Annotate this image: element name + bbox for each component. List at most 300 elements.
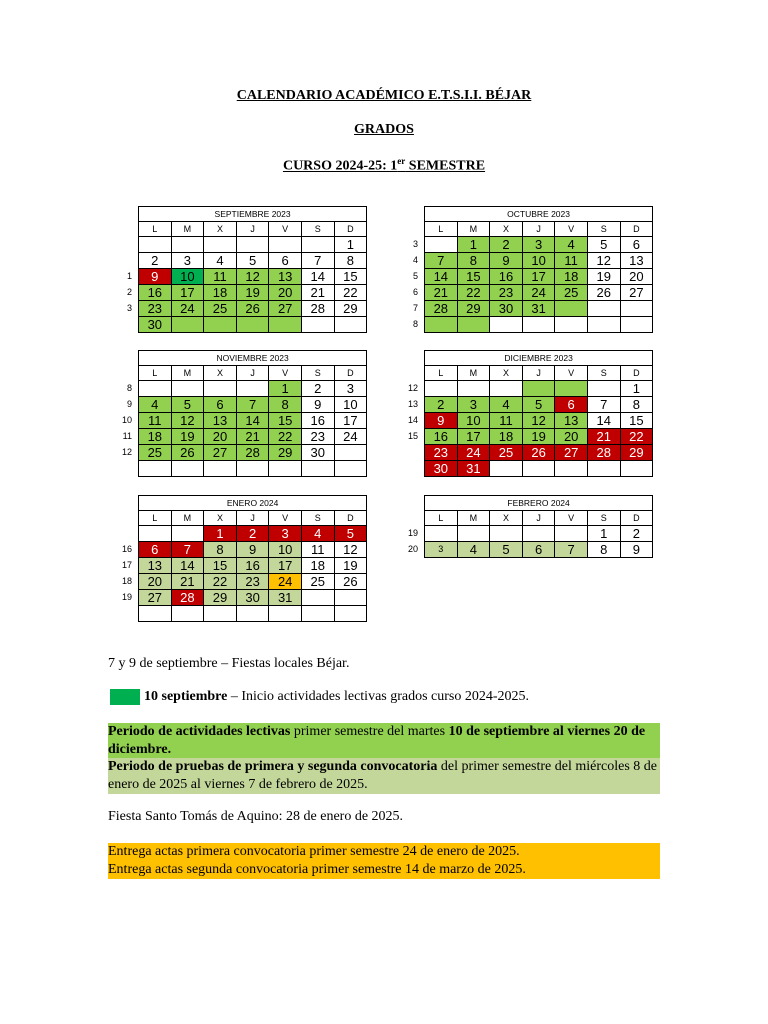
calendar-day-cell: 8	[204, 542, 237, 558]
calendar-week-row	[139, 574, 367, 590]
calendar-day-cell: 11	[555, 253, 588, 269]
calendar-month-title: SEPTIEMBRE 2023	[139, 207, 367, 222]
calendar-month-title: OCTUBRE 2023	[425, 207, 653, 222]
calendar-week-row	[425, 542, 653, 558]
calendar-week-row	[425, 301, 653, 317]
calendar-day-cell: 16	[490, 269, 523, 285]
calendar-day-cell: 27	[139, 590, 172, 606]
calendar-day-cell	[334, 461, 367, 477]
calendar-day-cell	[171, 317, 204, 333]
actas-first: Entrega actas primera convocatoria primer semestre 24 de enero de 2025.	[108, 844, 520, 859]
calendar-day-cell: 24	[334, 429, 367, 445]
calendar-day-cell: 7	[587, 397, 620, 413]
calendar-week-row	[425, 461, 653, 477]
week-number: 15	[407, 431, 418, 441]
calendar-day-cell: 3	[269, 526, 302, 542]
calendar-day-cell	[587, 317, 620, 333]
calendar-day-cell: 20	[269, 285, 302, 301]
calendar-day-cell: 13	[269, 269, 302, 285]
calendar-day-cell: 20	[139, 574, 172, 590]
calendar-day-cell: 3	[522, 237, 555, 253]
calendar-day-cell: 10	[334, 397, 367, 413]
calendar-month-title: DICIEMBRE 2023	[425, 351, 653, 366]
band-lectivas	[108, 723, 660, 759]
band-pruebas-n1: del primer semestre del miércoles 8 de enero de 2025 al viernes 7 de febrero de 2025.	[108, 759, 658, 792]
calendar-day-cell: 23	[301, 429, 334, 445]
calendar-day-cell: 2	[236, 526, 269, 542]
calendar-day-cell: 1	[620, 381, 653, 397]
week-number: 8	[412, 319, 418, 329]
calendar-day-cell: 21	[587, 429, 620, 445]
calendar-octubre	[424, 206, 653, 333]
weekday-header: L	[425, 511, 458, 526]
calendar-day-cell: 15	[334, 269, 367, 285]
calendar-day-cell: 25	[139, 445, 172, 461]
calendar-day-cell: 22	[269, 429, 302, 445]
calendar-day-cell: 22	[334, 285, 367, 301]
calendar-noviembre	[138, 350, 367, 477]
week-number: 13	[407, 399, 418, 409]
week-number: 18	[121, 576, 132, 586]
calendar-week-row	[425, 445, 653, 461]
calendar-table	[424, 350, 653, 477]
calendar-day-cell: 1	[587, 526, 620, 542]
calendar-day-cell: 18	[204, 285, 237, 301]
calendar-week-row	[139, 381, 367, 397]
calendar-day-cell	[139, 461, 172, 477]
calendar-day-cell: 25	[204, 301, 237, 317]
calendar-day-cell: 23	[139, 301, 172, 317]
calendar-day-cell	[490, 381, 523, 397]
weekday-header: X	[204, 222, 237, 237]
calendar-day-cell: 14	[236, 413, 269, 429]
calendar-day-cell	[334, 590, 367, 606]
calendar-day-cell	[204, 606, 237, 622]
week-number: 16	[121, 544, 132, 554]
calendar-day-cell: 14	[587, 413, 620, 429]
calendar-day-cell	[522, 461, 555, 477]
calendar-week-row	[425, 381, 653, 397]
calendar-day-cell: 31	[457, 461, 490, 477]
calendar-day-cell	[334, 445, 367, 461]
calendar-day-cell: 19	[236, 285, 269, 301]
calendar-day-cell: 12	[171, 413, 204, 429]
weekday-header: X	[490, 366, 523, 381]
week-number: 4	[412, 255, 418, 265]
calendar-week-row	[139, 301, 367, 317]
weekday-header: D	[334, 511, 367, 526]
calendar-day-cell	[139, 237, 172, 253]
calendar-week-row	[139, 397, 367, 413]
calendar-day-cell: 28	[171, 590, 204, 606]
course-title-main: CURSO 2024-25: 1	[282, 158, 398, 174]
weekday-header: V	[269, 366, 302, 381]
calendar-day-cell: 11	[301, 542, 334, 558]
calendar-day-cell: 6	[620, 237, 653, 253]
calendar-day-cell: 19	[171, 429, 204, 445]
calendar-day-cell: 9	[490, 253, 523, 269]
calendar-day-cell: 3	[171, 253, 204, 269]
calendar-day-cell: 22	[620, 429, 653, 445]
calendar-day-cell: 3	[334, 381, 367, 397]
calendar-week-row	[425, 413, 653, 429]
calendar-day-cell: 4	[301, 526, 334, 542]
calendar-day-cell: 5	[587, 237, 620, 253]
calendar-day-cell: 9	[301, 397, 334, 413]
calendar-day-cell: 4	[457, 542, 490, 558]
calendar-day-cell: 1	[334, 237, 367, 253]
calendar-day-cell	[522, 317, 555, 333]
calendar-day-cell	[457, 317, 490, 333]
weekday-header: M	[171, 511, 204, 526]
calendar-day-cell: 2	[139, 253, 172, 269]
weekday-header: V	[555, 222, 588, 237]
calendar-day-cell: 29	[204, 590, 237, 606]
band-pruebas-b1: Periodo de pruebas de primera y segunda convocatoria	[108, 759, 438, 774]
calendar-day-cell: 5	[236, 253, 269, 269]
weekday-header: D	[334, 366, 367, 381]
weekday-header: S	[301, 511, 334, 526]
calendar-week-row	[139, 317, 367, 333]
calendar-day-cell: 24	[457, 445, 490, 461]
calendar-day-cell: 31	[269, 590, 302, 606]
calendar-day-cell: 21	[236, 429, 269, 445]
calendar-day-cell: 10	[522, 253, 555, 269]
calendar-day-cell: 15	[204, 558, 237, 574]
calendar-week-row	[139, 413, 367, 429]
calendar-day-cell: 22	[457, 285, 490, 301]
band-pruebas	[108, 758, 660, 794]
calendar-day-cell: 5	[171, 397, 204, 413]
calendar-day-cell: 13	[555, 413, 588, 429]
calendar-day-cell: 23	[236, 574, 269, 590]
calendar-day-cell	[139, 526, 172, 542]
calendar-day-cell: 30	[301, 445, 334, 461]
week-number: 2	[126, 287, 132, 297]
calendar-week-row	[139, 429, 367, 445]
calendar-day-cell: 9	[620, 542, 653, 558]
calendar-day-cell: 18	[555, 269, 588, 285]
calendar-day-cell: 9	[139, 269, 172, 285]
week-number: 12	[407, 383, 418, 393]
calendar-day-cell: 15	[620, 413, 653, 429]
calendar-day-cell: 29	[457, 301, 490, 317]
calendar-day-cell: 28	[587, 445, 620, 461]
calendar-day-cell: 10	[269, 542, 302, 558]
calendar-week-row	[139, 558, 367, 574]
calendar-day-cell	[334, 317, 367, 333]
weekday-header: S	[587, 222, 620, 237]
calendar-day-cell: 14	[425, 269, 458, 285]
calendar-day-cell: 8	[587, 542, 620, 558]
calendar-febrero	[424, 495, 653, 558]
calendar-day-cell: 13	[620, 253, 653, 269]
calendar-day-cell: 26	[171, 445, 204, 461]
calendar-day-cell: 28	[236, 445, 269, 461]
calendar-day-cell: 27	[620, 285, 653, 301]
calendar-week-row	[139, 253, 367, 269]
calendar-day-cell	[236, 317, 269, 333]
weekday-header: D	[620, 511, 653, 526]
calendar-day-cell: 7	[555, 542, 588, 558]
legend-swatch-start	[110, 689, 140, 705]
calendar-day-cell: 14	[171, 558, 204, 574]
calendar-day-cell	[490, 526, 523, 542]
calendar-day-cell	[457, 381, 490, 397]
calendar-day-cell	[620, 301, 653, 317]
calendar-day-cell: 11	[139, 413, 172, 429]
calendar-day-cell: 7	[425, 253, 458, 269]
calendar-week-row	[425, 317, 653, 333]
calendar-month-title: ENERO 2024	[139, 496, 367, 511]
calendar-day-cell: 29	[269, 445, 302, 461]
calendar-day-cell: 4	[490, 397, 523, 413]
calendar-day-cell: 5	[522, 397, 555, 413]
weekday-header: V	[269, 511, 302, 526]
calendar-day-cell	[301, 237, 334, 253]
calendar-day-cell	[522, 381, 555, 397]
calendar-day-cell: 21	[301, 285, 334, 301]
calendar-day-cell: 24	[269, 574, 302, 590]
calendar-day-cell: 13	[204, 413, 237, 429]
week-number: 1	[126, 271, 132, 281]
calendar-day-cell: 15	[269, 413, 302, 429]
calendar-day-cell: 1	[269, 381, 302, 397]
weekday-header: V	[269, 222, 302, 237]
calendar-week-row	[139, 526, 367, 542]
calendar-week-row	[139, 445, 367, 461]
calendar-day-cell: 27	[204, 445, 237, 461]
note-inicio-date: 10 septiembre	[144, 689, 228, 704]
calendar-day-cell	[269, 461, 302, 477]
calendar-day-cell: 10	[457, 413, 490, 429]
calendar-day-cell	[139, 381, 172, 397]
weekday-header: J	[236, 511, 269, 526]
week-number: 3	[412, 239, 418, 249]
calendar-day-cell: 30	[490, 301, 523, 317]
weekday-header: S	[587, 511, 620, 526]
calendar-day-cell: 2	[301, 381, 334, 397]
calendar-day-cell: 1	[457, 237, 490, 253]
weekday-header: M	[171, 222, 204, 237]
calendar-day-cell: 12	[236, 269, 269, 285]
weekday-header: S	[587, 366, 620, 381]
band-actas	[108, 843, 660, 879]
calendar-day-cell	[269, 237, 302, 253]
calendar-day-cell: 29	[620, 445, 653, 461]
calendar-day-cell: 28	[425, 301, 458, 317]
weekday-header: S	[301, 366, 334, 381]
calendar-day-cell: 27	[555, 445, 588, 461]
calendar-day-cell: 26	[236, 301, 269, 317]
calendar-day-cell: 6	[269, 253, 302, 269]
calendar-week-row	[139, 606, 367, 622]
calendar-day-cell: 31	[522, 301, 555, 317]
calendar-day-cell	[171, 606, 204, 622]
weekday-header: V	[555, 366, 588, 381]
week-number: 20	[407, 544, 418, 554]
calendar-day-cell	[139, 606, 172, 622]
calendar-day-cell: 17	[334, 413, 367, 429]
calendar-day-cell	[171, 237, 204, 253]
calendar-day-cell: 8	[620, 397, 653, 413]
calendar-day-cell: 30	[236, 590, 269, 606]
calendar-day-cell: 24	[171, 301, 204, 317]
calendar-day-cell	[587, 301, 620, 317]
calendar-day-cell: 30	[139, 317, 172, 333]
calendar-day-cell	[204, 461, 237, 477]
calendar-day-cell: 2	[490, 237, 523, 253]
calendar-day-cell: 16	[139, 285, 172, 301]
note-fiestas: 7 y 9 de septiembre – Fiestas locales Béjar.	[108, 656, 350, 671]
weekday-header: L	[425, 222, 458, 237]
calendar-diciembre	[424, 350, 653, 477]
calendar-septiembre	[138, 206, 367, 333]
calendar-week-row	[139, 461, 367, 477]
calendar-day-cell: 25	[490, 445, 523, 461]
weekday-header: X	[204, 511, 237, 526]
calendar-day-cell	[425, 317, 458, 333]
calendar-day-cell	[587, 381, 620, 397]
calendar-day-cell: 16	[301, 413, 334, 429]
calendar-day-cell	[204, 317, 237, 333]
calendar-day-cell: 7	[236, 397, 269, 413]
week-number: 5	[412, 271, 418, 281]
calendar-day-cell: 12	[587, 253, 620, 269]
calendar-day-cell: 7	[171, 542, 204, 558]
calendar-day-cell: 2	[620, 526, 653, 542]
calendar-day-cell: 6	[522, 542, 555, 558]
calendar-week-row	[139, 237, 367, 253]
calendar-day-cell: 6	[204, 397, 237, 413]
calendar-day-cell	[269, 317, 302, 333]
calendar-day-cell	[555, 381, 588, 397]
note-santo-tomas: Fiesta Santo Tomás de Aquino: 28 de enero de 2025.	[108, 809, 404, 824]
calendar-day-cell: 22	[204, 574, 237, 590]
weekday-header: D	[620, 222, 653, 237]
calendar-day-cell	[425, 381, 458, 397]
calendar-day-cell: 27	[269, 301, 302, 317]
calendar-week-row	[139, 269, 367, 285]
calendar-day-cell: 20	[620, 269, 653, 285]
weekday-header: J	[236, 366, 269, 381]
calendar-week-row	[425, 429, 653, 445]
calendar-day-cell: 4	[139, 397, 172, 413]
calendar-week-row	[139, 542, 367, 558]
document-title: CALENDARIO ACADÉMICO E.T.S.I.I. BÉJAR	[236, 88, 532, 103]
calendar-table	[138, 350, 367, 477]
calendar-day-cell: 23	[425, 445, 458, 461]
calendar-day-cell	[301, 317, 334, 333]
weekday-header: X	[204, 366, 237, 381]
week-number: 9	[126, 399, 132, 409]
calendar-day-cell: 11	[490, 413, 523, 429]
calendar-day-cell	[555, 317, 588, 333]
weekday-header: L	[139, 222, 172, 237]
calendar-day-cell: 26	[334, 574, 367, 590]
calendar-day-cell	[301, 461, 334, 477]
calendar-week-row	[139, 285, 367, 301]
weekday-header: D	[620, 366, 653, 381]
week-number: 19	[121, 592, 132, 602]
calendar-day-cell	[204, 381, 237, 397]
course-title-sup: er	[397, 156, 406, 166]
calendar-day-cell: 19	[522, 429, 555, 445]
calendar-day-cell	[555, 526, 588, 542]
note-inicio	[144, 689, 529, 705]
calendar-day-cell: 15	[457, 269, 490, 285]
weekday-header: M	[457, 511, 490, 526]
calendar-day-cell: 10	[171, 269, 204, 285]
calendar-week-row	[425, 397, 653, 413]
calendar-day-cell	[269, 606, 302, 622]
weekday-header: J	[522, 222, 555, 237]
calendar-day-cell	[301, 606, 334, 622]
calendar-day-cell: 23	[490, 285, 523, 301]
calendar-day-cell	[425, 526, 458, 542]
calendar-day-cell: 4	[204, 253, 237, 269]
calendar-day-cell: 25	[301, 574, 334, 590]
calendar-day-cell: 19	[334, 558, 367, 574]
calendar-day-cell: 17	[269, 558, 302, 574]
calendar-day-cell	[334, 606, 367, 622]
week-number: 14	[407, 415, 418, 425]
calendar-enero	[138, 495, 367, 622]
weekday-header: L	[139, 511, 172, 526]
calendar-day-cell: 21	[425, 285, 458, 301]
calendar-day-cell	[620, 461, 653, 477]
calendar-day-cell: 11	[204, 269, 237, 285]
calendar-day-cell	[425, 237, 458, 253]
calendar-week-row	[425, 269, 653, 285]
calendar-day-cell: 9	[236, 542, 269, 558]
calendar-day-cell: 3	[425, 542, 458, 558]
week-number: 12	[121, 447, 132, 457]
calendar-day-cell: 25	[555, 285, 588, 301]
calendar-day-cell	[236, 381, 269, 397]
calendar-day-cell	[236, 606, 269, 622]
weekday-header: L	[425, 366, 458, 381]
calendar-week-row	[425, 285, 653, 301]
weekday-header: M	[171, 366, 204, 381]
note-inicio-text: – Inicio actividades lectivas grados curso 2024-2025.	[227, 689, 530, 704]
band-lectivas-b1: Periodo de actividades lectivas	[108, 724, 291, 739]
weekday-header: J	[522, 366, 555, 381]
weekday-header: V	[555, 511, 588, 526]
calendar-day-cell	[171, 461, 204, 477]
calendar-month-title: FEBRERO 2024	[425, 496, 653, 511]
calendar-day-cell: 14	[301, 269, 334, 285]
week-number: 11	[122, 431, 132, 441]
calendar-day-cell: 16	[425, 429, 458, 445]
week-number: 19	[407, 528, 418, 538]
calendar-day-cell	[171, 526, 204, 542]
weekday-header: D	[334, 222, 367, 237]
band-lectivas-b2: 10 de septiembre al viernes 20 de diciembre.	[108, 724, 646, 757]
calendar-day-cell	[522, 526, 555, 542]
weekday-header: X	[490, 222, 523, 237]
weekday-header: J	[522, 511, 555, 526]
calendar-day-cell: 8	[457, 253, 490, 269]
weekday-header: X	[490, 511, 523, 526]
calendar-day-cell: 1	[204, 526, 237, 542]
weekday-header: M	[457, 222, 490, 237]
calendar-day-cell: 8	[334, 253, 367, 269]
calendar-day-cell: 5	[334, 526, 367, 542]
calendar-day-cell: 7	[301, 253, 334, 269]
calendar-day-cell: 26	[587, 285, 620, 301]
calendar-week-row	[425, 237, 653, 253]
